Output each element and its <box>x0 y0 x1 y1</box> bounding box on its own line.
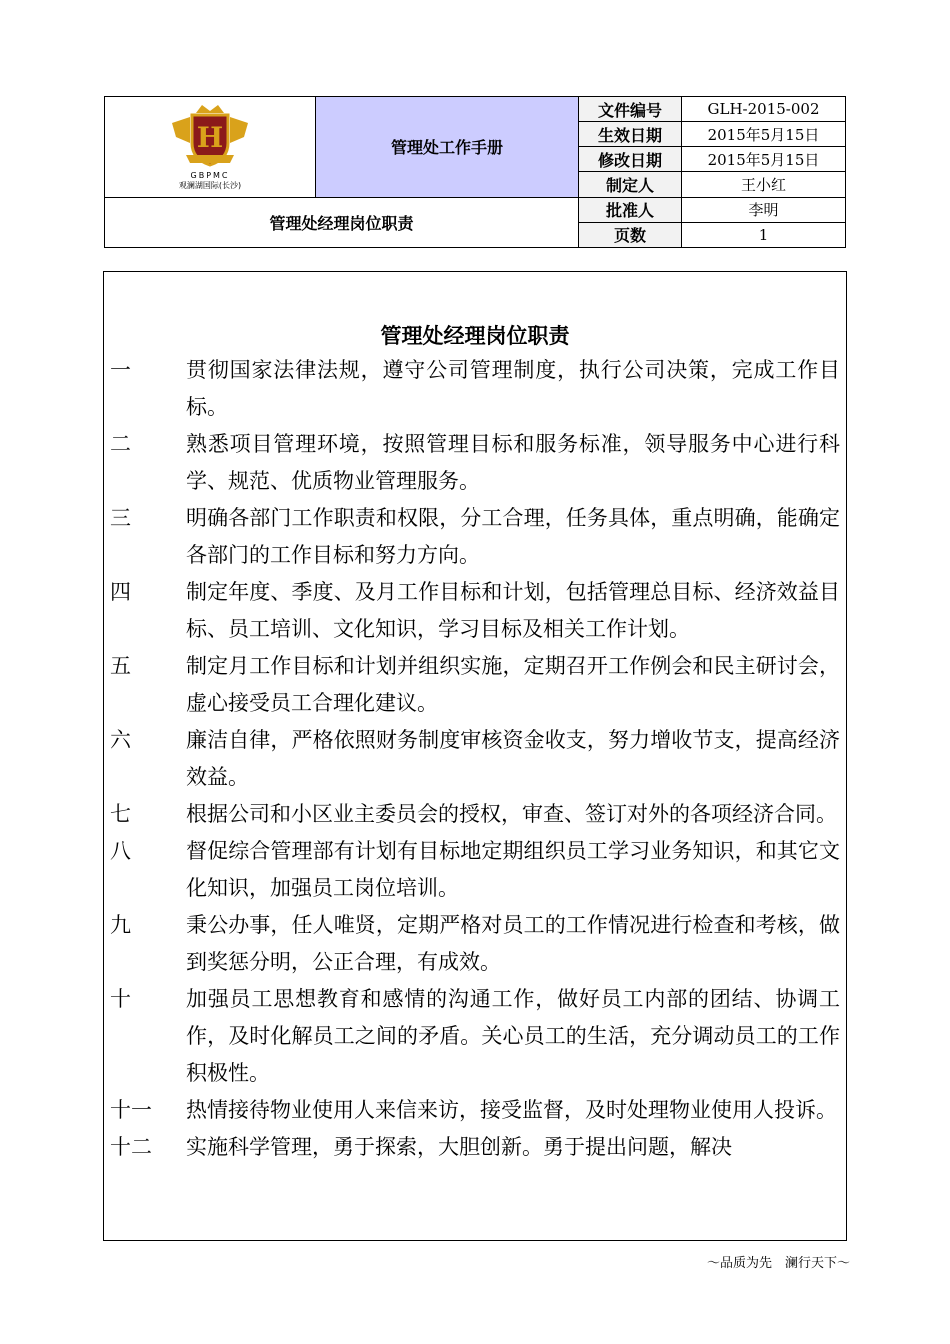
field-key-doc-no: 文件编号 <box>579 97 682 122</box>
item-number: 三 <box>110 506 131 530</box>
item-number: 十一 <box>110 1098 152 1122</box>
list-item <box>110 722 840 796</box>
item-text: 加强员工思想教育和感情的沟通工作，做好员工内部的团结、协调工作，及时化解员工之间的矛盾。关心员工的生活，充分调动员工的工作积极性。 <box>186 987 840 1085</box>
list-item <box>110 574 840 648</box>
item-number: 六 <box>110 728 131 752</box>
document-title: 管理处经理岗位职责 <box>380 324 570 348</box>
content-box <box>103 271 847 1241</box>
footer-slogan: ～品质为先 澜行天下～ <box>706 1256 850 1271</box>
list-item <box>110 1129 840 1166</box>
manual-title: 管理处工作手册 <box>316 97 579 198</box>
logo-caption-en: GBPMC <box>190 170 230 180</box>
item-number: 十 <box>110 987 131 1011</box>
item-text: 根据公司和小区业主委员会的授权，审查、签订对外的各项经济合同。 <box>186 802 837 826</box>
field-value-effective-date: 2015年5月15日 <box>682 122 846 147</box>
list-item <box>110 352 840 426</box>
field-key-effective-date: 生效日期 <box>579 122 682 147</box>
item-number: 七 <box>110 802 131 826</box>
section-title: 管理处经理岗位职责 <box>105 197 579 247</box>
field-value-revised-date: 2015年5月15日 <box>682 147 846 172</box>
item-text: 督促综合管理部有计划有目标地定期组织员工学习业务知识，和其它文化知识，加强员工岗位培训。 <box>186 839 840 900</box>
list-item <box>110 981 840 1092</box>
item-number: 八 <box>110 839 131 863</box>
item-text: 实施科学管理，勇于探索，大胆创新。勇于提出问题，解决 <box>186 1135 732 1159</box>
item-number: 九 <box>110 913 131 937</box>
list-item <box>110 648 840 722</box>
list-item <box>110 1092 840 1129</box>
item-text: 制定年度、季度、及月工作目标和计划，包括管理总目标、经济效益目标、员工培训、文化知识，学习目标及相关工作计划。 <box>186 580 840 641</box>
field-value-author: 王小红 <box>682 172 846 197</box>
item-number: 十二 <box>110 1135 152 1159</box>
list-item <box>110 907 840 981</box>
field-value-doc-no: GLH-2015-002 <box>682 97 846 122</box>
item-number: 四 <box>110 580 131 604</box>
list-item <box>110 796 840 833</box>
field-key-approver: 批准人 <box>579 197 682 222</box>
item-number: 二 <box>110 432 131 456</box>
item-text: 热情接待物业使用人来信来访，接受监督，及时处理物业使用人投诉。 <box>186 1098 837 1122</box>
item-text: 明确各部门工作职责和权限，分工合理，任务具体，重点明确，能确定各部门的工作目标和努力方向。 <box>186 506 840 567</box>
field-key-revised-date: 修改日期 <box>579 147 682 172</box>
item-text: 熟悉项目管理环境，按照管理目标和服务标准，领导服务中心进行科学、规范、优质物业管理服务。 <box>186 432 840 493</box>
duty-list <box>110 352 840 1166</box>
company-logo <box>105 103 315 191</box>
item-text: 贯彻国家法律法规，遵守公司管理制度，执行公司决策，完成工作目标。 <box>186 358 840 419</box>
item-text: 制定月工作目标和计划并组织实施，定期召开工作例会和民主研讨会，虚心接受员工合理化建议。 <box>186 654 840 715</box>
list-item <box>110 426 840 500</box>
item-number: 一 <box>110 358 131 382</box>
logo-caption-cn: 观澜湖国际(长沙) <box>178 180 242 190</box>
field-key-author: 制定人 <box>579 172 682 197</box>
logo-mark-text: H <box>196 120 224 154</box>
item-text: 廉洁自律，严格依照财务制度审核资金收支，努力增收节支，提高经济效益。 <box>186 728 840 789</box>
crest-icon <box>164 103 256 169</box>
list-item <box>110 500 840 574</box>
item-number: 五 <box>110 654 131 678</box>
logo-cell <box>105 97 316 198</box>
field-key-pages: 页数 <box>579 222 682 247</box>
list-item <box>110 833 840 907</box>
document-header-table <box>104 96 846 248</box>
item-text: 秉公办事，任人唯贤，定期严格对员工的工作情况进行检查和考核，做到奖惩分明，公正合理，有成效。 <box>186 913 840 974</box>
field-value-approver: 李明 <box>682 197 846 222</box>
field-value-pages: 1 <box>682 222 846 247</box>
